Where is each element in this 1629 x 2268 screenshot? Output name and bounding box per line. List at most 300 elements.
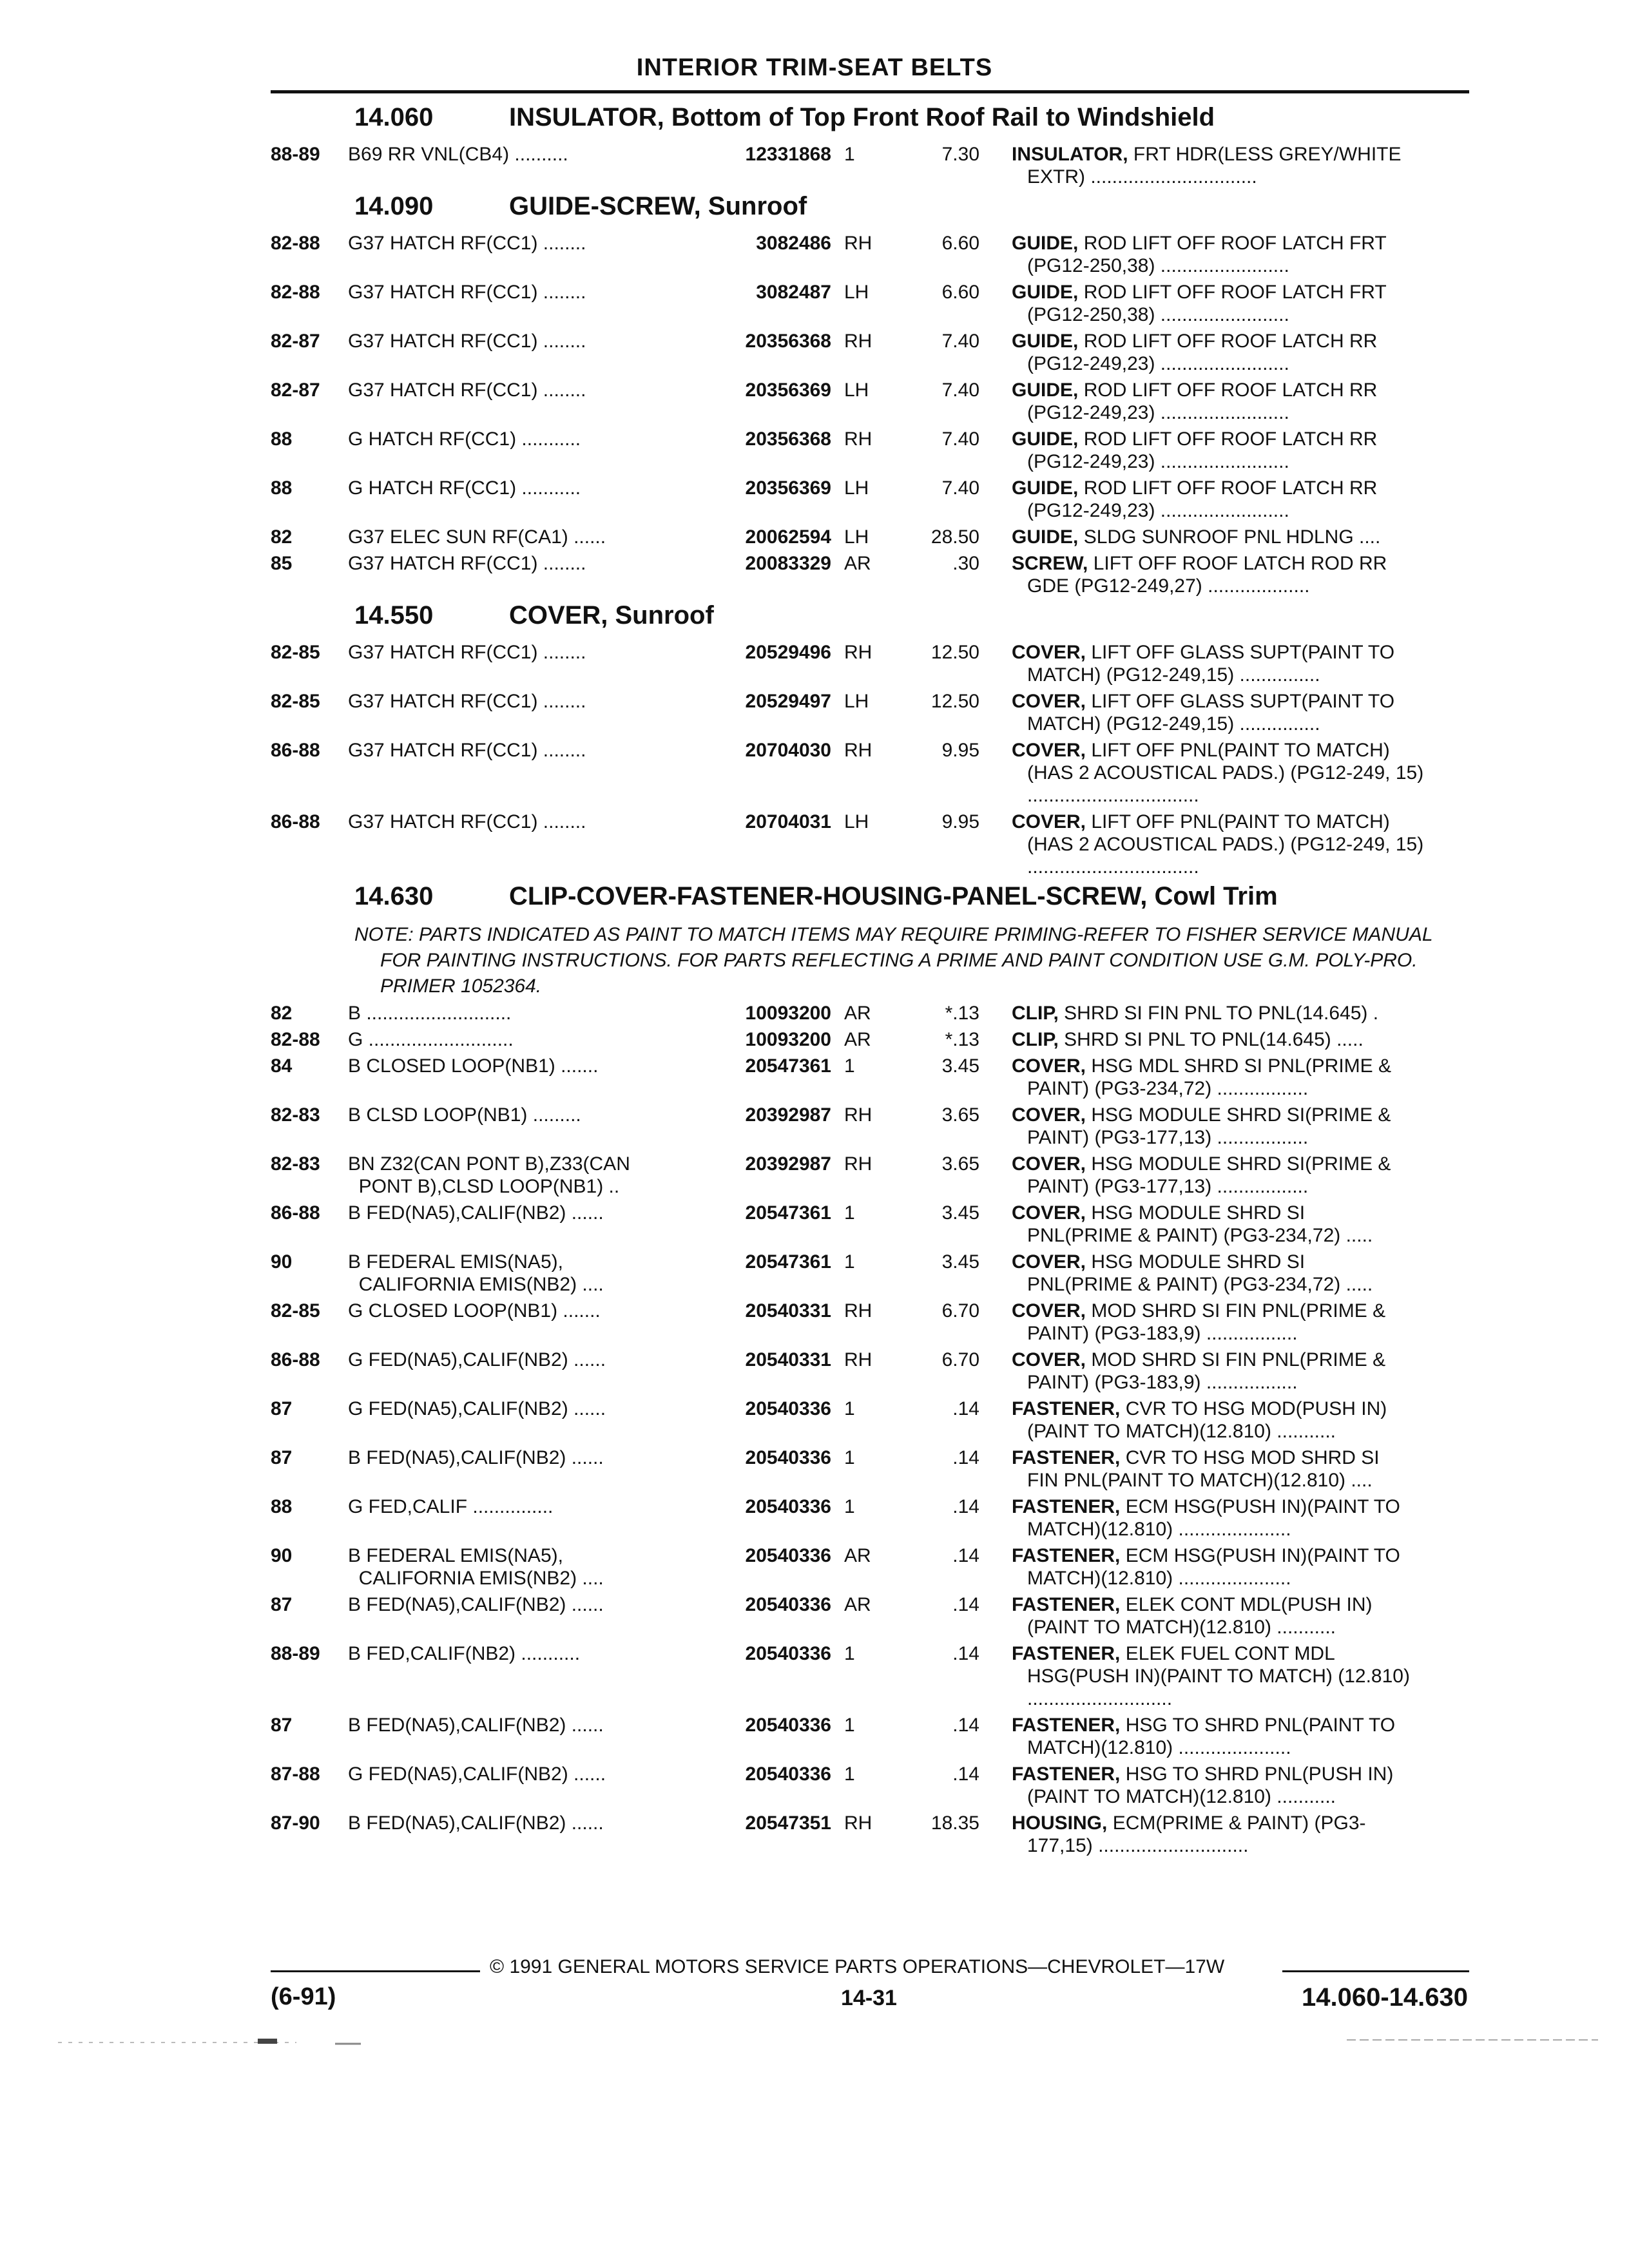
price: 3.45 <box>941 1251 979 1273</box>
part-row <box>271 232 1482 277</box>
description-text: FRT HDR(LESS GREY/WHITE <box>1133 144 1402 165</box>
part-number: 3082486 <box>756 233 831 254</box>
application: G37 HATCH RF(CC1) ........ <box>348 380 586 401</box>
description-continuation: GDE (PG12-249,27) ................... <box>1027 575 1310 597</box>
description-text: ELEK FUEL CONT MDL <box>1125 1643 1335 1664</box>
part-row <box>271 1002 1482 1024</box>
quantity: RH <box>844 1349 872 1370</box>
application: G37 HATCH RF(CC1) ........ <box>348 331 586 352</box>
description-text: HSG TO SHRD PNL(PUSH IN) <box>1125 1763 1394 1785</box>
part-number: 20540336 <box>745 1447 831 1468</box>
part-number: 20540336 <box>745 1715 831 1736</box>
description-text: ELEK CONT MDL(PUSH IN) <box>1125 1594 1373 1615</box>
description-keyword: COVER, <box>1012 811 1086 832</box>
part-description <box>979 1495 1476 1541</box>
description-continuation: (PG12-249,23) ........................ <box>1027 451 1289 472</box>
part-description <box>979 552 1476 597</box>
part-row <box>271 526 1482 548</box>
part-description <box>979 1349 1476 1394</box>
part-number: 20547361 <box>745 1251 831 1273</box>
section-number: 14.060 <box>354 103 434 131</box>
model-years: 82-88 <box>271 282 320 303</box>
application: B FED(NA5),CALIF(NB2) ...... <box>348 1715 604 1736</box>
description-keyword: COVER, <box>1012 691 1086 712</box>
part-row <box>271 1104 1482 1149</box>
part-description <box>979 379 1476 424</box>
application: B FEDERAL EMIS(NA5), CALIFORNIA EMIS(NB2) .... <box>348 1251 604 1295</box>
section-heading <box>271 882 1482 922</box>
part-row <box>271 1153 1482 1198</box>
description-keyword: GUIDE, <box>1012 233 1079 254</box>
part-description <box>979 1055 1476 1100</box>
description-keyword: COVER, <box>1012 1300 1086 1321</box>
part-row <box>271 330 1482 375</box>
model-years: 82-88 <box>271 233 320 254</box>
part-description <box>979 232 1476 277</box>
description-continuation: (PG12-249,23) ........................ <box>1027 500 1289 521</box>
part-number: 20540336 <box>745 1398 831 1419</box>
quantity: 1 <box>844 1447 855 1468</box>
application: G FED,CALIF ............... <box>348 1496 554 1517</box>
part-row <box>271 1544 1482 1590</box>
description-continuation: HSG(PUSH IN)(PAINT TO MATCH) (12.810) ........................... <box>1027 1666 1410 1709</box>
price: 3.45 <box>941 1055 979 1077</box>
model-years: 90 <box>271 1545 293 1566</box>
description-keyword: CLIP, <box>1012 1029 1059 1050</box>
description-continuation: (HAS 2 ACOUSTICAL PADS.) (PG12-249, 15) ................................ <box>1027 762 1424 806</box>
quantity: 1 <box>844 1643 855 1664</box>
description-continuation: (PG12-249,23) ........................ <box>1027 353 1289 374</box>
model-years: 82 <box>271 1003 293 1024</box>
part-row <box>271 641 1482 686</box>
quantity: RH <box>844 331 872 352</box>
application: G37 HATCH RF(CC1) ........ <box>348 233 586 254</box>
description-text: LIFT OFF PNL(PAINT TO MATCH) <box>1091 811 1390 832</box>
price: *.13 <box>945 1029 979 1050</box>
quantity: 1 <box>844 1715 855 1736</box>
price: 9.95 <box>941 740 979 761</box>
model-years: 87 <box>271 1715 293 1736</box>
description-continuation: FIN PNL(PAINT TO MATCH)(12.810) .... <box>1027 1470 1373 1491</box>
part-row <box>271 428 1482 473</box>
part-description <box>979 1763 1476 1808</box>
part-number: 20529496 <box>745 642 831 663</box>
part-row <box>271 1714 1482 1759</box>
part-number: 10093200 <box>745 1003 831 1024</box>
model-years: 88 <box>271 477 293 499</box>
description-text: ROD LIFT OFF ROOF LATCH FRT <box>1083 282 1387 303</box>
quantity: LH <box>844 691 869 712</box>
part-description <box>979 281 1476 326</box>
description-continuation: (PAINT TO MATCH)(12.810) ........... <box>1027 1421 1336 1442</box>
part-row <box>271 1812 1482 1857</box>
model-years: 82 <box>271 526 293 548</box>
description-keyword: COVER, <box>1012 1251 1086 1273</box>
description-text: CVR TO HSG MOD SHRD SI <box>1125 1447 1380 1468</box>
description-keyword: GUIDE, <box>1012 477 1079 499</box>
section-title: COVER, Sunroof <box>509 601 714 629</box>
part-description <box>979 1446 1476 1492</box>
part-description <box>979 811 1476 878</box>
part-number: 20540336 <box>745 1545 831 1566</box>
part-row <box>271 1642 1482 1710</box>
application: G37 HATCH RF(CC1) ........ <box>348 811 586 832</box>
quantity: RH <box>844 642 872 663</box>
part-description <box>979 739 1476 807</box>
part-number: 20540336 <box>745 1643 831 1664</box>
section-number: 14.630 <box>354 882 434 910</box>
description-text: HSG MODULE SHRD SI(PRIME & <box>1091 1153 1391 1175</box>
description-keyword: COVER, <box>1012 1055 1086 1077</box>
model-years: 86-88 <box>271 1349 320 1370</box>
description-text: LIFT OFF PNL(PAINT TO MATCH) <box>1091 740 1390 761</box>
description-continuation: MATCH)(12.810) ..................... <box>1027 1737 1291 1758</box>
description-keyword: GUIDE, <box>1012 282 1079 303</box>
part-description <box>979 1002 1476 1024</box>
quantity: 1 <box>844 1251 855 1273</box>
application: B CLSD LOOP(NB1) ......... <box>348 1104 581 1126</box>
model-years: 82-88 <box>271 1029 320 1050</box>
model-years: 87-88 <box>271 1763 320 1785</box>
part-number: 12331868 <box>745 144 831 165</box>
description-keyword: FASTENER, <box>1012 1643 1121 1664</box>
price: *.13 <box>945 1003 979 1024</box>
application: B69 RR VNL(CB4) .......... <box>348 144 568 165</box>
section-note: NOTE: PARTS INDICATED AS PAINT TO MATCH ITEMS MAY REQUIRE PRIMING-REFER TO FISHER SERVICE MANUAL FOR PAINTING INSTRUCTIONS. FOR PARTS REFLECTING A PRIME AND PAINT CONDITION USE G.M. POLY-PRO. PRIMER 1052364. <box>354 924 1432 997</box>
part-row <box>271 1398 1482 1443</box>
part-number: 20529497 <box>745 691 831 712</box>
description-keyword: GUIDE, <box>1012 526 1079 548</box>
price: .14 <box>952 1715 979 1736</box>
price: 18.35 <box>930 1812 979 1834</box>
model-years: 82-87 <box>271 380 320 401</box>
description-continuation: (PAINT TO MATCH)(12.810) ........... <box>1027 1617 1336 1638</box>
part-row <box>271 1055 1482 1100</box>
description-continuation: (PG12-250,38) ........................ <box>1027 304 1289 325</box>
model-years: 82-85 <box>271 642 320 663</box>
description-text: MOD SHRD SI FIN PNL(PRIME & <box>1091 1300 1386 1321</box>
description-continuation: PAINT) (PG3-177,13) ................. <box>1027 1176 1309 1197</box>
part-number: 20083329 <box>745 553 831 574</box>
part-number: 20392987 <box>745 1104 831 1126</box>
part-number: 20704031 <box>745 811 831 832</box>
quantity: RH <box>844 740 872 761</box>
price: 6.60 <box>941 282 979 303</box>
footer-rule-left <box>271 1970 480 1972</box>
section-title: CLIP-COVER-FASTENER-HOUSING-PANEL-SCREW, Cowl Trim <box>509 882 1278 910</box>
application: G37 HATCH RF(CC1) ........ <box>348 691 586 712</box>
quantity: 1 <box>844 1496 855 1517</box>
part-description <box>979 1104 1476 1149</box>
description-keyword: GUIDE, <box>1012 428 1079 450</box>
quantity: AR <box>844 1003 871 1024</box>
price: 28.50 <box>930 526 979 548</box>
part-row <box>271 552 1482 597</box>
application: G37 HATCH RF(CC1) ........ <box>348 282 586 303</box>
description-continuation: MATCH) (PG12-249,15) ............... <box>1027 713 1320 735</box>
part-description <box>979 1642 1476 1710</box>
quantity: AR <box>844 1029 871 1050</box>
description-continuation: PAINT) (PG3-183,9) ................. <box>1027 1323 1298 1344</box>
part-description <box>979 1714 1476 1759</box>
model-years: 86-88 <box>271 1202 320 1224</box>
application: G FED(NA5),CALIF(NB2) ...... <box>348 1763 606 1785</box>
application: G FED(NA5),CALIF(NB2) ...... <box>348 1398 606 1419</box>
description-continuation: PNL(PRIME & PAINT) (PG3-234,72) ..... <box>1027 1225 1373 1246</box>
description-continuation: PAINT) (PG3-234,72) ................. <box>1027 1078 1309 1099</box>
quantity: RH <box>844 1812 872 1834</box>
description-text: HSG TO SHRD PNL(PAINT TO <box>1125 1715 1396 1736</box>
part-row <box>271 477 1482 522</box>
footer-rule-right <box>1282 1970 1469 1972</box>
description-keyword: FASTENER, <box>1012 1715 1121 1736</box>
price: 3.45 <box>941 1202 979 1224</box>
description-keyword: FASTENER, <box>1012 1447 1121 1468</box>
part-row <box>271 379 1482 424</box>
description-text: ROD LIFT OFF ROOF LATCH RR <box>1083 428 1378 450</box>
quantity: LH <box>844 282 869 303</box>
application: B ........................... <box>348 1003 512 1024</box>
part-row <box>271 690 1482 735</box>
part-description <box>979 143 1476 188</box>
copyright-line: © 1991 GENERAL MOTORS SERVICE PARTS OPERATIONS—CHEVROLET—17W <box>490 1956 1225 1977</box>
application: B FED,CALIF(NB2) ........... <box>348 1643 581 1664</box>
description-keyword: FASTENER, <box>1012 1594 1121 1615</box>
description-text: ROD LIFT OFF ROOF LATCH RR <box>1083 477 1378 499</box>
description-keyword: INSULATOR, <box>1012 144 1128 165</box>
model-years: 88-89 <box>271 144 320 165</box>
application: BN Z32(CAN PONT B),Z33(CAN PONT B),CLSD LOOP(NB1) .. <box>348 1153 630 1197</box>
description-keyword: COVER, <box>1012 1202 1086 1224</box>
part-row <box>271 1763 1482 1808</box>
application: G HATCH RF(CC1) ........... <box>348 477 581 499</box>
application: B FED(NA5),CALIF(NB2) ...... <box>348 1594 604 1615</box>
quantity: RH <box>844 1153 872 1175</box>
description-text: ROD LIFT OFF ROOF LATCH RR <box>1083 331 1378 352</box>
model-years: 86-88 <box>271 811 320 832</box>
description-continuation: (HAS 2 ACOUSTICAL PADS.) (PG12-249, 15) ................................ <box>1027 834 1424 878</box>
description-text: HSG MODULE SHRD SI(PRIME & <box>1091 1104 1391 1126</box>
model-years: 87 <box>271 1594 293 1615</box>
part-description <box>979 1251 1476 1296</box>
application: G37 HATCH RF(CC1) ........ <box>348 642 586 663</box>
price: 3.65 <box>941 1153 979 1175</box>
part-number: 20540336 <box>745 1496 831 1517</box>
description-keyword: FASTENER, <box>1012 1496 1121 1517</box>
price: 12.50 <box>930 642 979 663</box>
part-row <box>271 281 1482 326</box>
part-description <box>979 1300 1476 1345</box>
price: 7.40 <box>941 477 979 499</box>
description-continuation: (PG12-249,23) ........................ <box>1027 402 1289 423</box>
application: B FED(NA5),CALIF(NB2) ...... <box>348 1447 604 1468</box>
description-keyword: COVER, <box>1012 1349 1086 1370</box>
description-keyword: SCREW, <box>1012 553 1088 574</box>
application: G37 HATCH RF(CC1) ........ <box>348 740 586 761</box>
description-keyword: COVER, <box>1012 642 1086 663</box>
part-number: 20540331 <box>745 1300 831 1321</box>
part-description <box>979 1593 1476 1639</box>
description-text: CVR TO HSG MOD(PUSH IN) <box>1125 1398 1387 1419</box>
part-description <box>979 330 1476 375</box>
description-keyword: COVER, <box>1012 740 1086 761</box>
part-number: 20356369 <box>745 380 831 401</box>
section-number: 14.090 <box>354 192 434 220</box>
part-row <box>271 1251 1482 1296</box>
part-number: 20547361 <box>745 1055 831 1077</box>
quantity: AR <box>844 553 871 574</box>
description-text: SHRD SI PNL TO PNL(14.645) ..... <box>1064 1029 1364 1050</box>
application: G FED(NA5),CALIF(NB2) ...... <box>348 1349 606 1370</box>
part-number: 20356368 <box>745 331 831 352</box>
description-continuation: 177,15) ............................ <box>1027 1835 1249 1856</box>
description-text: HSG MODULE SHRD SI <box>1091 1202 1306 1224</box>
page-title: INTERIOR TRIM-SEAT BELTS <box>636 54 993 81</box>
description-text: LIFT OFF GLASS SUPT(PAINT TO <box>1091 642 1395 663</box>
model-years: 86-88 <box>271 740 320 761</box>
description-text: LIFT OFF ROOF LATCH ROD RR <box>1093 553 1387 574</box>
catalog-section <box>271 103 1482 188</box>
description-continuation: MATCH)(12.810) ..................... <box>1027 1519 1291 1540</box>
section-number: 14.550 <box>354 601 434 629</box>
quantity: 1 <box>844 1398 855 1419</box>
scan-smudges <box>0 2030 1629 2055</box>
model-years: 88 <box>271 428 293 450</box>
section-title: INSULATOR, Bottom of Top Front Roof Rail to Windshield <box>509 103 1215 131</box>
part-number: 20540336 <box>745 1763 831 1785</box>
part-description <box>979 477 1476 522</box>
description-text: SLDG SUNROOF PNL HDLNG .... <box>1083 526 1381 548</box>
part-row <box>271 1202 1482 1247</box>
description-keyword: FASTENER, <box>1012 1763 1121 1785</box>
price: 6.60 <box>941 233 979 254</box>
application: B CLOSED LOOP(NB1) ....... <box>348 1055 599 1077</box>
description-keyword: FASTENER, <box>1012 1398 1121 1419</box>
parts-listing <box>271 103 1482 1861</box>
part-number: 20392987 <box>745 1153 831 1175</box>
description-text: MOD SHRD SI FIN PNL(PRIME & <box>1091 1349 1386 1370</box>
description-continuation: (PG12-250,38) ........................ <box>1027 255 1289 276</box>
section-heading <box>271 103 1482 143</box>
quantity: RH <box>844 1104 872 1126</box>
part-description <box>979 428 1476 473</box>
quantity: 1 <box>844 1055 855 1077</box>
quantity: RH <box>844 1300 872 1321</box>
description-text: ROD LIFT OFF ROOF LATCH FRT <box>1083 233 1387 254</box>
model-years: 82-83 <box>271 1153 320 1175</box>
price: .14 <box>952 1398 979 1419</box>
part-row <box>271 1593 1482 1639</box>
model-years: 82-83 <box>271 1104 320 1126</box>
description-keyword: GUIDE, <box>1012 380 1079 401</box>
quantity: RH <box>844 233 872 254</box>
description-text: SHRD SI FIN PNL TO PNL(14.645) . <box>1064 1003 1379 1024</box>
part-description <box>979 690 1476 735</box>
part-row <box>271 1300 1482 1345</box>
model-years: 82-87 <box>271 331 320 352</box>
quantity: LH <box>844 477 869 499</box>
quantity: AR <box>844 1545 871 1566</box>
part-number: 20540336 <box>745 1594 831 1615</box>
part-number: 20356369 <box>745 477 831 499</box>
model-years: 90 <box>271 1251 293 1273</box>
price: .14 <box>952 1594 979 1615</box>
description-text: ECM(PRIME & PAINT) (PG3- <box>1112 1812 1366 1834</box>
quantity: LH <box>844 380 869 401</box>
price: 7.40 <box>941 380 979 401</box>
application: G37 HATCH RF(CC1) ........ <box>348 553 586 574</box>
part-description <box>979 1153 1476 1198</box>
part-row <box>271 811 1482 878</box>
description-text: ROD LIFT OFF ROOF LATCH RR <box>1083 380 1378 401</box>
description-keyword: COVER, <box>1012 1104 1086 1126</box>
part-description <box>979 1812 1476 1857</box>
catalog-section <box>271 192 1482 597</box>
description-text: ECM HSG(PUSH IN)(PAINT TO <box>1125 1545 1400 1566</box>
section-range: 14.060-14.630 <box>1302 1983 1469 2012</box>
quantity: LH <box>844 526 869 548</box>
quantity: 1 <box>844 1202 855 1224</box>
quantity: LH <box>844 811 869 832</box>
application: B FEDERAL EMIS(NA5), CALIFORNIA EMIS(NB2) .... <box>348 1545 604 1589</box>
part-row <box>271 143 1482 188</box>
price: .14 <box>952 1763 979 1785</box>
date-code: (6-91) <box>271 1983 336 2010</box>
section-heading <box>271 601 1482 641</box>
section-heading <box>271 192 1482 232</box>
description-continuation: MATCH)(12.810) ..................... <box>1027 1568 1291 1589</box>
description-keyword: COVER, <box>1012 1153 1086 1175</box>
application: G HATCH RF(CC1) ........... <box>348 428 581 450</box>
quantity: RH <box>844 428 872 450</box>
model-years: 88-89 <box>271 1643 320 1664</box>
application: G ........................... <box>348 1029 514 1050</box>
section-title: GUIDE-SCREW, Sunroof <box>509 192 807 220</box>
price: 6.70 <box>941 1300 979 1321</box>
part-description <box>979 641 1476 686</box>
description-text: HSG MODULE SHRD SI <box>1091 1251 1306 1273</box>
description-continuation: PAINT) (PG3-177,13) ................. <box>1027 1127 1309 1148</box>
description-text: HSG MDL SHRD SI PNL(PRIME & <box>1091 1055 1392 1077</box>
part-row <box>271 1028 1482 1051</box>
model-years: 87 <box>271 1447 293 1468</box>
model-years: 87 <box>271 1398 293 1419</box>
description-continuation: EXTR) ............................... <box>1027 166 1257 187</box>
description-continuation: PAINT) (PG3-183,9) ................. <box>1027 1372 1298 1393</box>
description-continuation: (PAINT TO MATCH)(12.810) ........... <box>1027 1786 1336 1807</box>
model-years: 82-85 <box>271 691 320 712</box>
part-number: 20062594 <box>745 526 831 548</box>
description-keyword: HOUSING, <box>1012 1812 1108 1834</box>
part-number: 3082487 <box>756 282 831 303</box>
description-text: LIFT OFF GLASS SUPT(PAINT TO <box>1091 691 1395 712</box>
price: 3.65 <box>941 1104 979 1126</box>
price: 6.70 <box>941 1349 979 1370</box>
part-number: 20704030 <box>745 740 831 761</box>
price: 9.95 <box>941 811 979 832</box>
model-years: 88 <box>271 1496 293 1517</box>
price: .14 <box>952 1643 979 1664</box>
part-description <box>979 1544 1476 1590</box>
application: G37 ELEC SUN RF(CA1) ...... <box>348 526 606 548</box>
application: B FED(NA5),CALIF(NB2) ...... <box>348 1202 604 1224</box>
price: 7.30 <box>941 144 979 165</box>
price: 12.50 <box>930 691 979 712</box>
part-number: 20547351 <box>745 1812 831 1834</box>
price: .14 <box>952 1496 979 1517</box>
catalog-section <box>271 882 1482 1857</box>
part-description <box>979 1202 1476 1247</box>
